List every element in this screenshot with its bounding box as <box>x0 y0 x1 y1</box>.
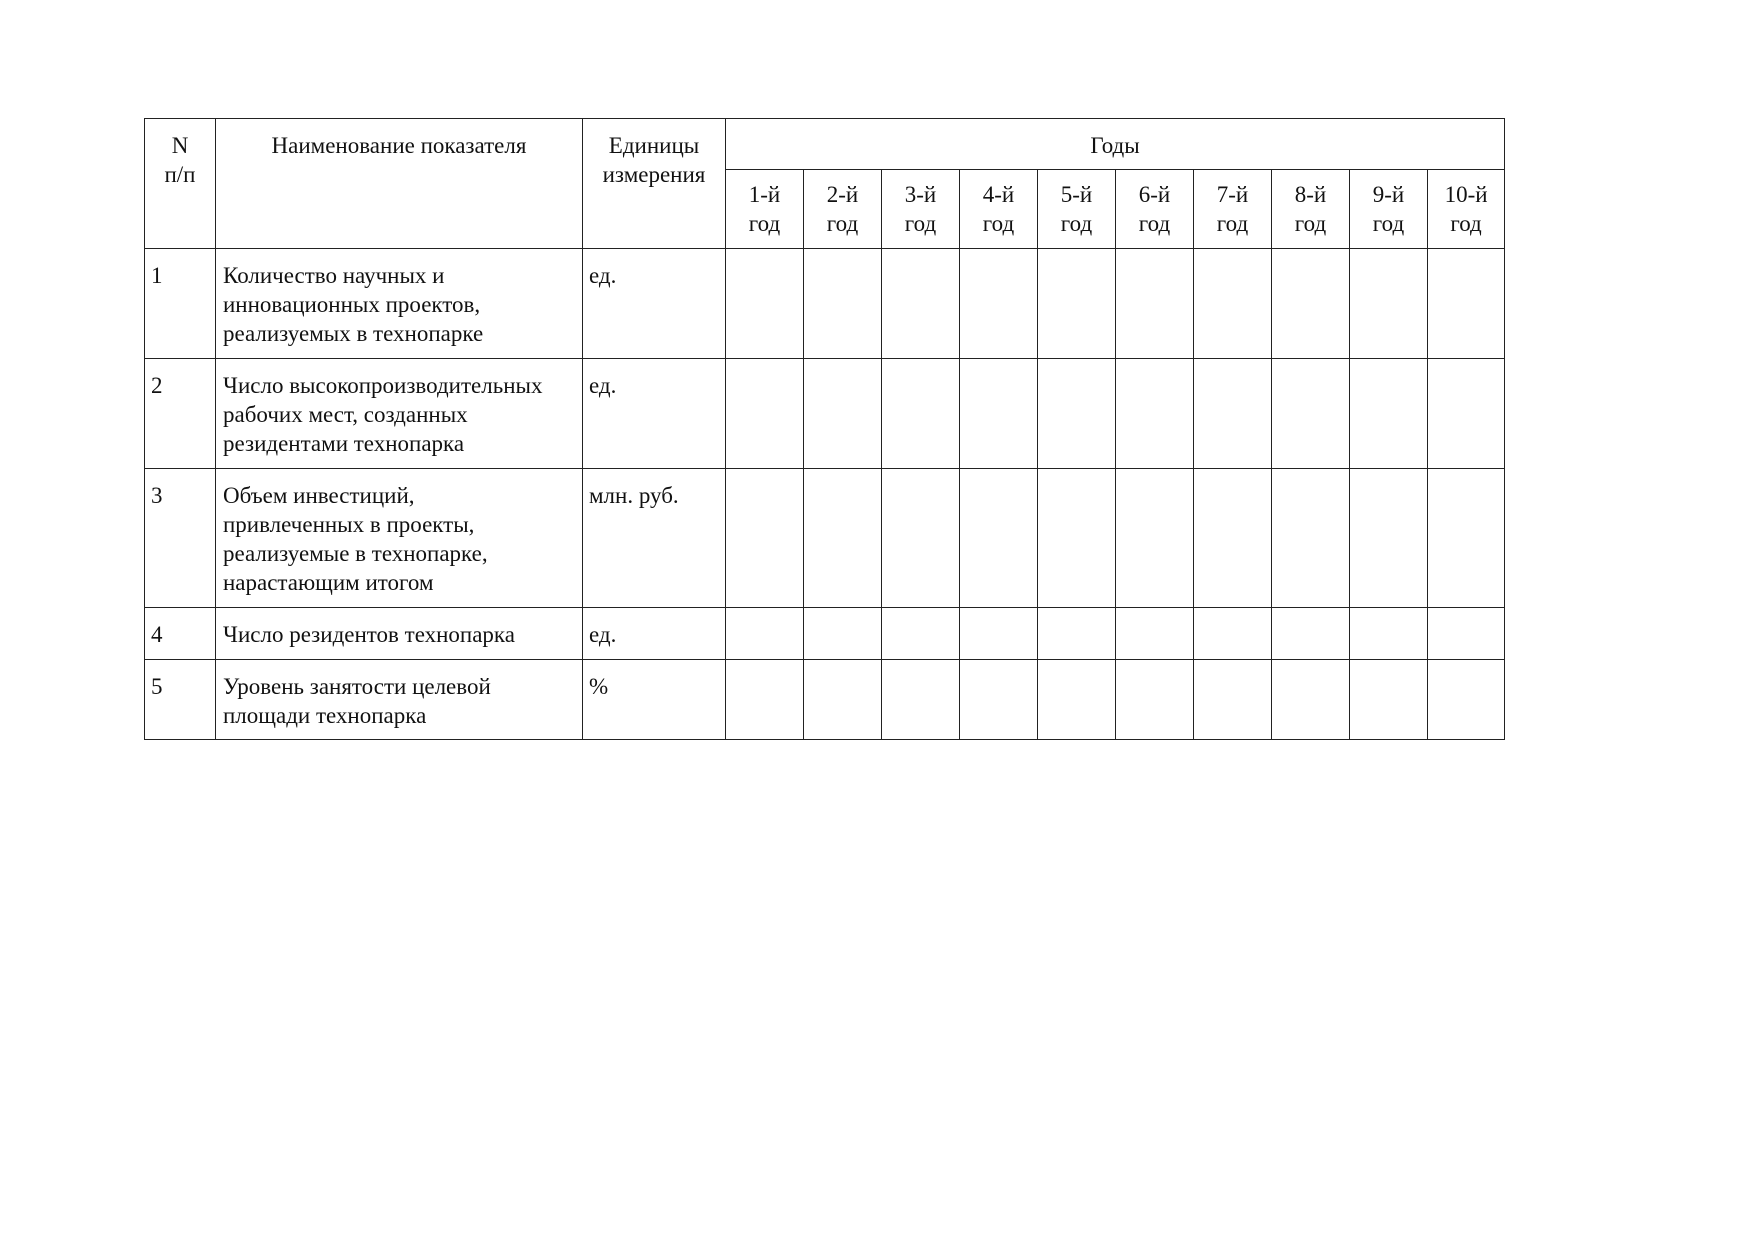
header-year-label: 8-й <box>1294 182 1327 207</box>
value-cell-year-9 <box>1350 469 1428 608</box>
value-cell-year-6 <box>1116 249 1194 359</box>
value-cell-year-9 <box>1350 660 1428 740</box>
header-years-group: Годы <box>726 119 1505 170</box>
value-cell-year-4 <box>960 608 1038 660</box>
value-cell-year-2 <box>804 469 882 608</box>
value-cell-year-7 <box>1194 660 1272 740</box>
indicator-unit: ед. <box>583 608 726 660</box>
value-cell-year-4 <box>960 469 1038 608</box>
header-number-line-1: N <box>171 133 189 158</box>
header-number <box>145 119 216 249</box>
header-year-3 <box>882 170 960 249</box>
value-cell-year-6 <box>1116 359 1194 469</box>
header-year-word: год <box>826 211 859 236</box>
value-cell-year-2 <box>804 359 882 469</box>
header-number-line-2: п/п <box>164 162 196 187</box>
value-cell-year-6 <box>1116 660 1194 740</box>
value-cell-year-1 <box>726 249 804 359</box>
header-name: Наименование показателя <box>216 119 583 249</box>
value-cell-year-2 <box>804 660 882 740</box>
value-cell-year-6 <box>1116 469 1194 608</box>
value-cell-year-4 <box>960 249 1038 359</box>
value-cell-year-9 <box>1350 359 1428 469</box>
indicators-table <box>144 118 1505 740</box>
value-cell-year-5 <box>1038 469 1116 608</box>
row-number: 2 <box>145 359 216 469</box>
header-year-label: 1-й <box>748 182 781 207</box>
value-cell-year-7 <box>1194 608 1272 660</box>
row-number: 4 <box>145 608 216 660</box>
value-cell-year-2 <box>804 249 882 359</box>
indicator-name-line: рабочих мест, созданных <box>223 402 468 427</box>
value-cell-year-3 <box>882 608 960 660</box>
header-year-word: год <box>904 211 937 236</box>
value-cell-year-10 <box>1428 359 1505 469</box>
header-year-1 <box>726 170 804 249</box>
header-year-label: 10-й <box>1444 182 1488 207</box>
indicator-name <box>216 359 583 469</box>
indicator-name-line: Число высокопроизводительных <box>223 373 543 398</box>
header-year-label: 2-й <box>826 182 859 207</box>
indicator-name-line: привлеченных в проекты, <box>223 512 475 537</box>
indicator-name-line: инновационных проектов, <box>223 292 481 317</box>
value-cell-year-8 <box>1272 469 1350 608</box>
header-unit <box>583 119 726 249</box>
value-cell-year-3 <box>882 469 960 608</box>
table-row <box>145 608 1505 660</box>
value-cell-year-4 <box>960 660 1038 740</box>
value-cell-year-3 <box>882 660 960 740</box>
header-year-word: год <box>1216 211 1249 236</box>
indicator-name <box>216 249 583 359</box>
value-cell-year-6 <box>1116 608 1194 660</box>
indicator-name <box>216 660 583 740</box>
header-year-label: 4-й <box>982 182 1015 207</box>
header-year-label: 5-й <box>1060 182 1093 207</box>
header-year-word: год <box>982 211 1015 236</box>
value-cell-year-10 <box>1428 608 1505 660</box>
value-cell-year-1 <box>726 469 804 608</box>
value-cell-year-8 <box>1272 359 1350 469</box>
value-cell-year-5 <box>1038 608 1116 660</box>
value-cell-year-10 <box>1428 469 1505 608</box>
indicator-name <box>216 608 583 660</box>
indicator-unit: % <box>583 660 726 740</box>
header-year-2 <box>804 170 882 249</box>
header-year-5 <box>1038 170 1116 249</box>
header-year-word: год <box>1060 211 1093 236</box>
value-cell-year-1 <box>726 660 804 740</box>
value-cell-year-10 <box>1428 249 1505 359</box>
indicator-name-line: Количество научных и <box>223 263 445 288</box>
value-cell-year-1 <box>726 359 804 469</box>
header-unit-line-1: Единицы <box>608 133 700 158</box>
indicator-name-line: резидентами технопарка <box>223 431 465 456</box>
value-cell-year-7 <box>1194 469 1272 608</box>
table-row <box>145 359 1505 469</box>
value-cell-year-7 <box>1194 249 1272 359</box>
value-cell-year-9 <box>1350 608 1428 660</box>
row-number: 1 <box>145 249 216 359</box>
header-year-label: 3-й <box>904 182 937 207</box>
table-row <box>145 469 1505 608</box>
indicator-unit: млн. руб. <box>583 469 726 608</box>
value-cell-year-8 <box>1272 608 1350 660</box>
indicator-name-line: реализуемые в технопарке, <box>223 541 488 566</box>
value-cell-year-5 <box>1038 249 1116 359</box>
indicator-name-line: Уровень занятости целевой <box>223 674 491 699</box>
header-year-word: год <box>1450 211 1482 236</box>
header-year-word: год <box>1294 211 1327 236</box>
value-cell-year-1 <box>726 608 804 660</box>
indicator-unit: ед. <box>583 249 726 359</box>
value-cell-year-5 <box>1038 660 1116 740</box>
header-year-word: год <box>748 211 781 236</box>
header-year-10 <box>1428 170 1505 249</box>
value-cell-year-9 <box>1350 249 1428 359</box>
indicator-name-line: нарастающим итогом <box>223 570 434 595</box>
header-year-6 <box>1116 170 1194 249</box>
row-number: 5 <box>145 660 216 740</box>
header-year-word: год <box>1372 211 1405 236</box>
indicator-name <box>216 469 583 608</box>
header-year-7 <box>1194 170 1272 249</box>
header-year-word: год <box>1138 211 1171 236</box>
indicator-name-line: площади технопарка <box>223 703 427 728</box>
value-cell-year-3 <box>882 359 960 469</box>
header-year-label: 9-й <box>1372 182 1405 207</box>
header-row-top <box>145 119 1505 170</box>
row-number: 3 <box>145 469 216 608</box>
table-row <box>145 249 1505 359</box>
header-year-4 <box>960 170 1038 249</box>
value-cell-year-10 <box>1428 660 1505 740</box>
indicator-name-line: Объем инвестиций, <box>223 483 415 508</box>
value-cell-year-8 <box>1272 660 1350 740</box>
indicator-name-line: реализуемых в технопарке <box>223 321 484 346</box>
header-unit-line-2: измерения <box>602 162 706 187</box>
header-year-8 <box>1272 170 1350 249</box>
value-cell-year-3 <box>882 249 960 359</box>
value-cell-year-2 <box>804 608 882 660</box>
value-cell-year-4 <box>960 359 1038 469</box>
indicator-unit: ед. <box>583 359 726 469</box>
header-year-9 <box>1350 170 1428 249</box>
value-cell-year-7 <box>1194 359 1272 469</box>
indicator-name-line: Число резидентов технопарка <box>223 622 515 647</box>
value-cell-year-5 <box>1038 359 1116 469</box>
header-year-label: 6-й <box>1138 182 1171 207</box>
value-cell-year-8 <box>1272 249 1350 359</box>
header-year-label: 7-й <box>1216 182 1249 207</box>
table-row <box>145 660 1505 740</box>
